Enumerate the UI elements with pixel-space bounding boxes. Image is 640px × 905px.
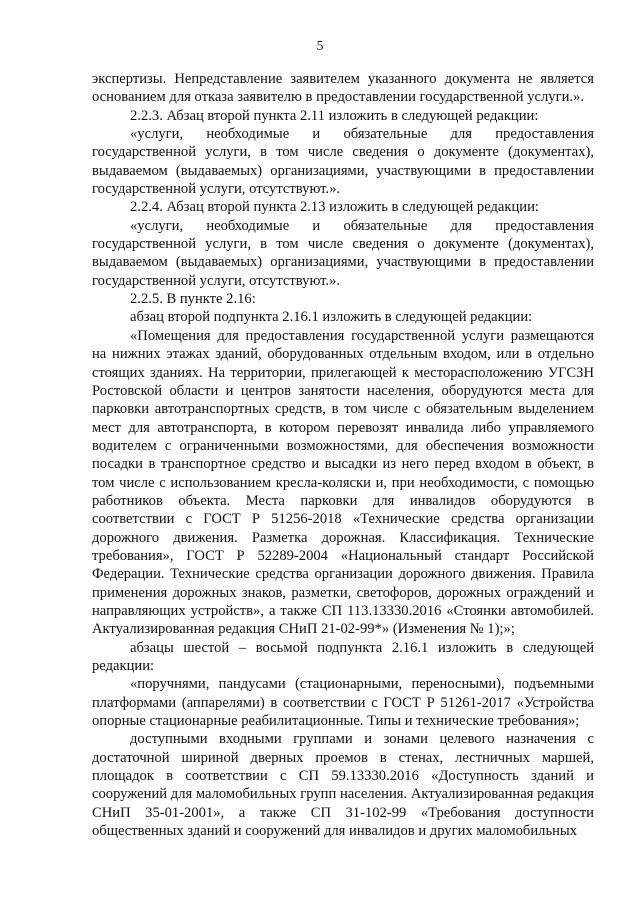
paragraph-5: «услуги, необходимые и обязательные для предоставления государственной услуги, в том числе сведения о документе (документах), выдаваемом (выдаваемых) организациями, участвующими в предоставлении государственной услуги, отсутствуют.». bbox=[92, 217, 594, 289]
paragraph-3: «услуги, необходимые и обязательные для предоставления государственной услуги, в том числе сведения о документе (документах), выдаваемом (выдаваемых) организациями, участвующими в предоставлении государственной услуги, отсутствуют.». bbox=[92, 126, 594, 198]
paragraph-10: «поручнями, пандусами (стационарными, переносными), подъемными платформами (аппарелями) в соответствии с ГОСТ Р 51261-2017 «Устройства опорные стационарные реабилитационные. Типы и технические требования»; bbox=[92, 676, 594, 730]
paragraph-11: доступными входными группами и зонами целевого назначения с достаточной шириной дверных проемов в стенах, лестничных маршей, площадок в соответствии с СП 59.13330.2016 «Доступность зданий и сооружений для маломобильных групп населения. Актуализированная редакция СНиП 35-01-2001», а также СП 31-102-99 «Требования доступности общественных зданий и сооружений для инвалидов и других маломобильных bbox=[92, 731, 594, 840]
paragraph-6: 2.2.5. В пункте 2.16: bbox=[130, 291, 256, 308]
paragraph-8: «Помещения для предоставления государственной услуги размещаются на нижних этажах зданий, оборудованных отдельным входом, или в отдельно стоящих зданиях. На территории, прилегающей к месторасположению УГСЗН Ростовской области и центров занятости населения, оборудуются места для парковки автотранспортных средств, в том числе с обязательным выделением мест для автотранспорта, в котором перевозят инвалида либо управляемого водителем с ограниченными возможностями, для обеспечения возможности посадки в транспортное средство и высадки из него перед входом в объект, в том числе с использованием кресла-коляски и, при необходимости, с помощью работников объекта. Места парковки для инвалидов оборудуются в соответствии с ГОСТ Р 51256-2018 «Технические средства организации дорожного движения. Разметка дорожная. Классификация. Технические требования», ГОСТ Р 52289-2004 «Национальный стандарт Российской Федерации. Технические средства организации дорожного движения. Правила применения дорожных знаков, разметки, светофоров, дорожных ограждений и направляющих устройств», а также СП 113.13330.2016 «Стоянки автомобилей. Актуализированная редакция СНиП 21-02-99*» (Изменения № 1);»; bbox=[92, 327, 594, 638]
paragraph-9: абзацы шестой – восьмой подпункта 2.16.1 изложить в следующей редакции: bbox=[92, 639, 594, 674]
paragraph-2: 2.2.3. Абзац второй пункта 2.11 изложить в следующей редакции: bbox=[130, 107, 539, 124]
paragraph-1: экспертизы. Непредставление заявителем указанного документа не является основанием для отказа заявителю в предоставлении государственной услуги.». bbox=[92, 71, 594, 106]
document-body bbox=[92, 70, 594, 840]
paragraph-7: абзац второй подпункта 2.16.1 изложить в следующей редакции: bbox=[130, 309, 533, 326]
page-number: 5 bbox=[316, 38, 324, 53]
paragraph-4: 2.2.4. Абзац второй пункта 2.13 изложить в следующей редакции: bbox=[130, 199, 539, 216]
